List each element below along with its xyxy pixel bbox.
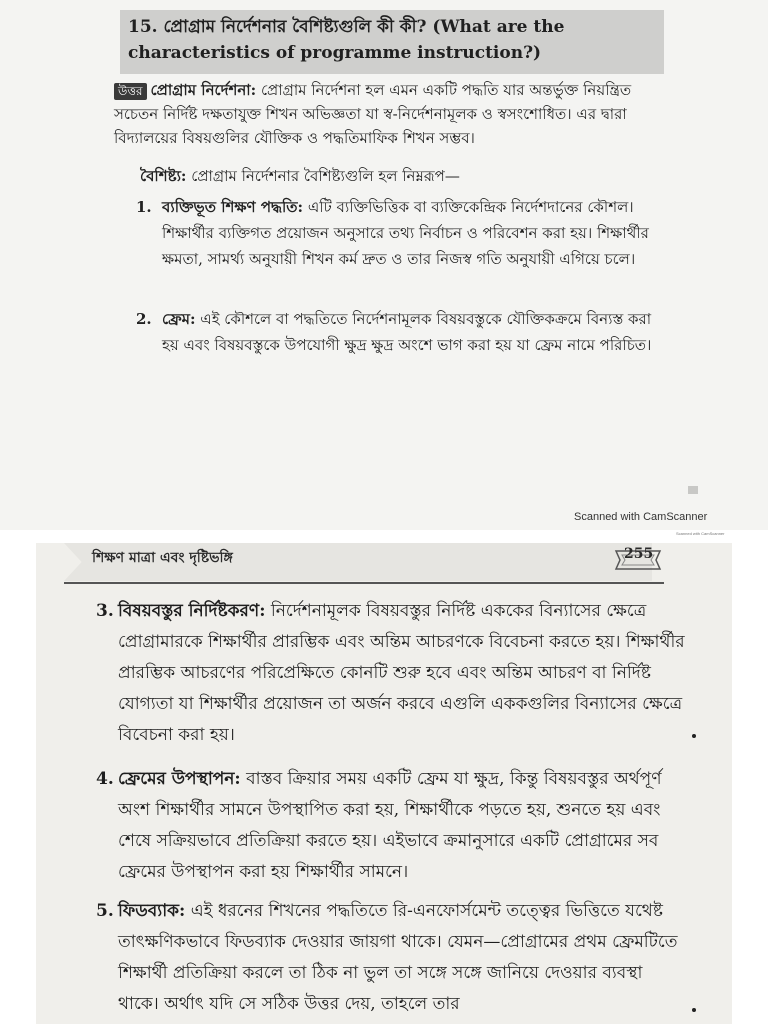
answer-badge: উত্তর (114, 83, 147, 100)
scanner-watermark: Scanned with CamScanner (574, 511, 708, 523)
features-intro (140, 164, 660, 188)
item-number: 3. (96, 601, 114, 621)
item-text: এই কৌশলে বা পদ্ধতিতে নির্দেশনামূলক বিষয়বস্তুকে যৌক্তিকক্রমে বিন্যস্ত করা হয় এবং বিষয়বস্তুকে উপযোগী ক্ষুদ্র ক্ষুদ্র অংশে ভাগ করা হয় যা ফ্রেম নামে পরিচিত। (162, 310, 652, 354)
list-item (96, 596, 686, 751)
item-number: 5. (96, 901, 114, 921)
list-item (96, 764, 686, 888)
item-body (136, 306, 666, 358)
item-number: 4. (96, 769, 114, 789)
item-body (96, 764, 686, 888)
header-divider (64, 582, 664, 584)
item-text: এটি ব্যক্তিভিত্তিক বা ব্যক্তিকেন্দ্রিক নির্দেশদানের কৌশল। শিক্ষার্থীর ব্যক্তিগত প্রয়োজন অনুসারে তথ্য নির্বাচন ও পরিবেশন করা হয়। শিক্ষার্থীর ক্ষমতা, সামর্থ্য অনুযায়ী শিখন কর্ম দ্রুত ও তার নিজস্ব গতি অনুযায়ী এগিয়ে চলে। (162, 198, 649, 268)
item-term: ফ্রেমের উপস্থাপন: (118, 769, 241, 789)
item-text: বাস্তব ক্রিয়ার সময় একটি ফ্রেম যা ক্ষুদ্র, কিন্তু বিষয়বস্তুর অর্থপূর্ণ অংশ শিক্ষার্থীর সামনে উপস্থাপিত করা হয়, শিক্ষার্থীকে পড়তে হয়, শুনতে হয় এবং শেষে সক্রিয়ভাবে প্রতিক্রিয়া করতে হয়। এইভাবে ক্রমানুসারে একটি প্রোগ্রামের সব ফ্রেমের উপস্থাপন করা হয় শিক্ষার্থীর সামনে। (118, 769, 662, 882)
item-term: বিষয়বস্তুর নির্দিষ্টকরণ: (118, 601, 266, 621)
scan-speck (688, 486, 698, 494)
running-head: শিক্ষণ মাত্রা এবং দৃষ্টিভঙ্গি (92, 550, 233, 566)
scan-speck (692, 1008, 696, 1012)
item-number: 1. (136, 198, 152, 216)
definition-term: প্রোগ্রাম নির্দেশনা: (150, 81, 257, 99)
scan-speck (692, 734, 696, 738)
definition-text: প্রোগ্রাম নির্দেশনা হল এমন একটি পদ্ধতি যার অন্তর্ভুক্ত নিয়ন্ত্রিত সচেতন নির্দিষ্ট দক্ষতাযুক্ত শিখন অভিজ্ঞতা যা স্ব-নির্দেশনামূলক ও স্বসংশোধিত। এর দ্বারা বিদ্যালয়ের বিষয়গুলির যৌক্তিক ও পদ্ধতিমাফিক শিখন সম্ভব। (114, 81, 632, 147)
item-body (96, 896, 686, 1020)
item-term: ফিডব্যাক: (118, 901, 186, 921)
item-number: 2. (136, 310, 152, 328)
page-number: 255 (624, 546, 654, 562)
item-body (136, 194, 666, 272)
features-text: প্রোগ্রাম নির্দেশনার বৈশিষ্ট্যগুলি হল নিম্নরূপ— (191, 167, 460, 185)
features-term: বৈশিষ্ট্য: (140, 167, 187, 185)
definition-paragraph (114, 78, 674, 150)
list-item (136, 306, 666, 358)
item-text: নির্দেশনামূলক বিষয়বস্তুর নির্দিষ্ট এককের বিন্যাসের ক্ষেত্রে প্রোগ্রামারকে শিক্ষার্থীর প্রারম্ভিক এবং অন্তিম আচরণকে বিবেচনা করতে হয়। শিক্ষার্থীর প্রারম্ভিক আচরণের পরিপ্রেক্ষিতে কোনটি শুরু হবে এবং অন্তিম আচরণ বা নির্দিষ্ট যোগ্যতা যা শিক্ষার্থীর প্রয়োজন তা অর্জন করবে এগুলি এককগুলির বিন্যাসের ক্ষেত্রে বিবেচনা করা হয়। (118, 601, 685, 745)
list-item (136, 194, 666, 272)
item-term: ফ্রেম: (162, 310, 196, 328)
item-text: এই ধরনের শিখনের পদ্ধতিতে রি-এনফোর্সমেন্ট তত্ত্বের ভিত্তিতে যথেষ্ট তাৎক্ষণিকভাবে ফিডব্যাক দেওয়ার জায়গা থাকে। যেমন—প্রোগ্রামের প্রথম ফ্রেমটিতে শিক্ষার্থী প্রতিক্রিয়া করলে তা ঠিক না ভুল তা সঙ্গে সঙ্গে জানিয়ে দেওয়ার ব্যবস্থা থাকে। অর্থাৎ যদি সে সঠিক উত্তর দেয়, তাহলে তার (118, 901, 678, 1014)
item-term: ব্যক্তিভূত শিক্ষণ পদ্ধতি: (162, 198, 304, 216)
list-item (96, 896, 686, 1020)
question-heading: 15. প্রোগ্রাম নির্দেশনার বৈশিষ্ট্যগুলি কী কী? (What are the characteristics of programme instruction?) (128, 17, 565, 63)
item-body (96, 596, 686, 751)
scanner-watermark-small: Scanned with CamScanner (676, 531, 725, 536)
